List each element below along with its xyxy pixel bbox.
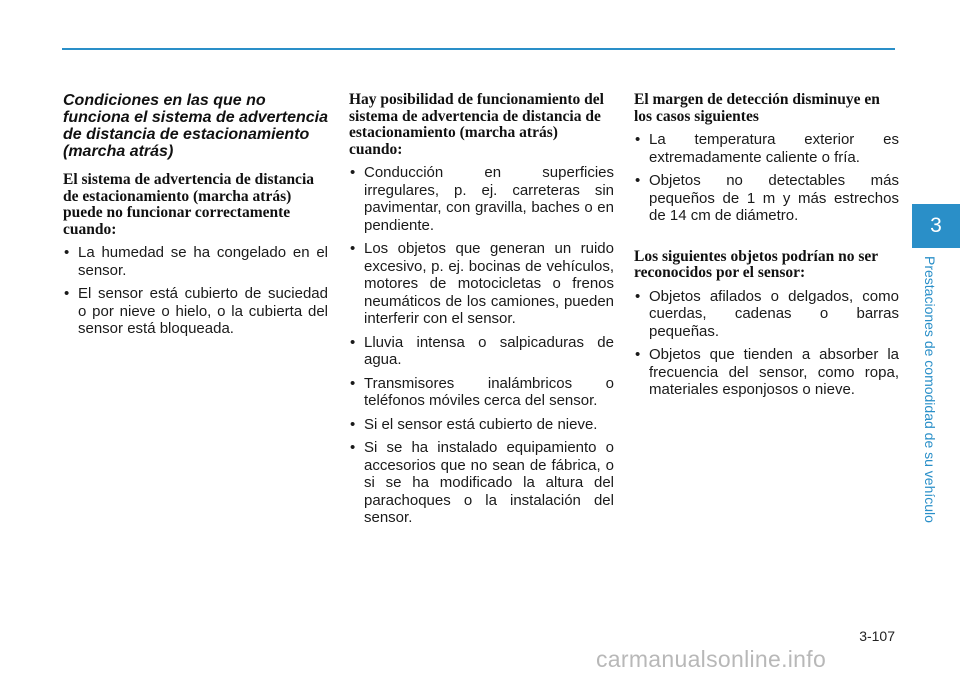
bullet-list: [63, 244, 328, 338]
page-number: 3-107: [859, 628, 895, 644]
column-left: [63, 92, 328, 344]
chapter-number-tab: 3: [912, 204, 960, 248]
list-item: • Objetos no detectables más pequeños de 1 m y más estrechos de 14 cm de diámetro.: [634, 172, 899, 225]
column-right: [634, 92, 899, 405]
list-item: • La humedad se ha congelado en el sensor.: [63, 244, 328, 279]
subheading-possible-operation: Hay posibilidad de funcionamiento del sistema de advertencia de distancia de estacionamiento (marcha atrás) cuando:: [349, 91, 604, 158]
bullet-list: [634, 131, 899, 225]
subheading-not-working: El sistema de advertencia de distancia de estacionamiento (marcha atrás) puede no funcionar correctamente cuando:: [63, 171, 314, 238]
bullet-list: [349, 164, 614, 527]
list-item: • Si el sensor está cubierto de nieve.: [349, 416, 614, 434]
list-item: • El sensor está cubierto de suciedad o por nieve o hielo, o la cubierta del sensor está bloqueada.: [63, 285, 328, 338]
bullet-list: [634, 288, 899, 399]
list-item: • Lluvia intensa o salpicaduras de agua.: [349, 334, 614, 369]
section-heading: Condiciones en las que no funciona el sistema de advertencia de distancia de estacionamiento (marcha atrás): [63, 92, 328, 160]
list-item: • Si se ha instalado equipamiento o accesorios que no sean de fábrica, o si se ha modificado la altura del parachoques o la instalación del sensor.: [349, 439, 614, 527]
list-item: • Objetos que tienden a absorber la frecuencia del sensor, como ropa, materiales esponjosos o nieve.: [634, 346, 899, 399]
list-item: • Conducción en superficies irregulares, p. ej. carreteras sin pavimentar, con gravilla, baches o en pendiente.: [349, 164, 614, 234]
list-item: • Transmisores inalámbricos o teléfonos móviles cerca del sensor.: [349, 375, 614, 410]
watermark: carmanualsonline.info: [596, 646, 827, 672]
header-rule: [62, 48, 895, 50]
list-item: • La temperatura exterior es extremadamente caliente o fría.: [634, 131, 899, 166]
column-middle: [349, 92, 614, 533]
list-item: • Los objetos que generan un ruido excesivo, p. ej. bocinas de vehículos, motores de motocicletas o frenos neumáticos de los camiones, pueden interferir con el sensor.: [349, 240, 614, 328]
list-item: • Objetos afilados o delgados, como cuerdas, cadenas o barras pequeñas.: [634, 288, 899, 341]
subheading-unrecognized-objects: Los siguientes objetos podrían no ser reconocidos por el sensor:: [634, 247, 878, 281]
subheading-detection-range: El margen de detección disminuye en los casos siguientes: [634, 91, 880, 125]
chapter-title: Prestaciones de comodidad de su vehículo: [922, 256, 938, 523]
